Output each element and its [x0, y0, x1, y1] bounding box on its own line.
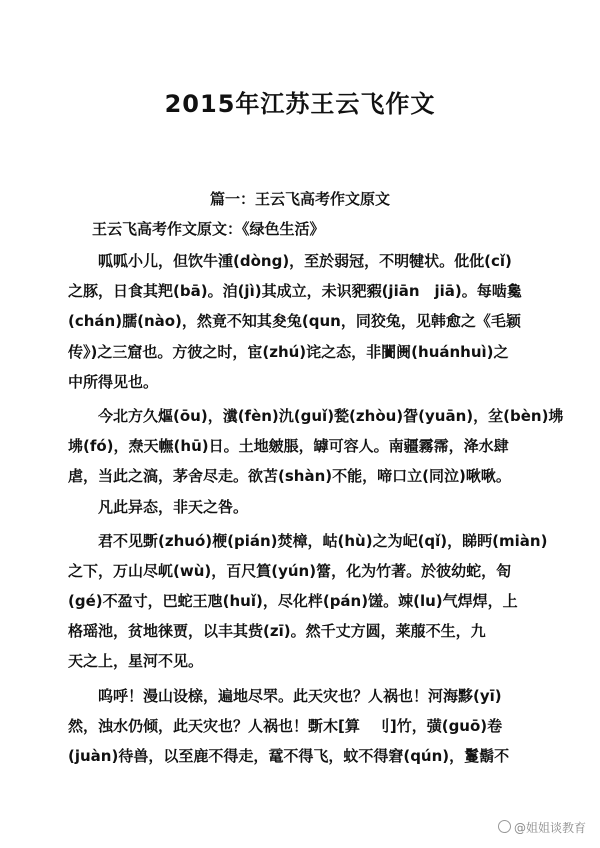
body-line: (chán)臑(nào)，然竟不知其夋兔(qun，同狡兔，见韩愈之《毛颖 [68, 312, 521, 331]
body-line: (juàn)待兽，以至鹿不得走，鼋不得飞，蚊不得窘(qún)，鬘鬍不 [68, 747, 510, 765]
body-line: 传》)之三窟也。方彼之时，宦(zhú)诧之态，非闠阓(huánhuì)之 [68, 342, 509, 361]
body-line: 君不见斲(zhuó)楩(pián)焚樟，岵(hù)之为屺(qǐ)，睇眄(miàn) [98, 531, 548, 550]
watermark-logo-icon [498, 820, 511, 833]
body-line: 之下，万山尽屼(wù)，百尺篔(yún)簹，化为竹著。於彼幼蛇，匌 [68, 561, 512, 580]
body-line: 然，浊水仍倾，此天灾也？人祸也！斲木[算 刂]竹，彉(guō)卷 [68, 716, 503, 735]
body-line: 坲(fó)，焘天幠(hū)日。土地皴脹，罅可容人。南疆霧霈，洚水肆 [68, 437, 509, 456]
body-line: (gé)不盈寸，巴蛇王虺(huǐ)，尽化柈(pán)馐。竦(lu)气焊焊，上 [68, 592, 518, 611]
body-line: 格瑶池，贫地徕贾，以丰其赀(zī)。然千丈方圆，莱菔不生，九 [68, 622, 486, 641]
body-line: 今北方久熰(ōu)，瀵(fèn)氿(guǐ)甃(zhòu)眢(yuān)，坌(bèn)坲 [98, 406, 564, 425]
essay-subheading: 王云飞高考作文原文：《绿色生活》 [92, 220, 325, 238]
body-line: 之豚，日食其羓(bā)。洎(jì)其成立，未识豝豭(jiān jiā)。每啮毚 [68, 282, 522, 301]
chapter-heading: 篇一：王云飞高考作文原文 [209, 190, 390, 208]
body-line: 天之上，星河不见。 [68, 652, 204, 671]
body-line: 呜呼！漫山设榇，遍地尽罘。此天灾也？人祸也！河海黟(yī) [98, 686, 502, 705]
body-line: 中所得见也。 [68, 372, 159, 391]
watermark-text: @姐姐谈教育 [513, 821, 586, 835]
watermark [498, 819, 586, 836]
body-line: 凡此异态，非天之咎。 [98, 497, 249, 516]
essay-body [68, 246, 564, 771]
document-title: 2015年江苏王云飞作文 [164, 90, 436, 118]
body-line: 呱呱小儿，但饮牛湩(dòng)，至於弱冠，不明犍状。仳仳(cǐ) [98, 252, 512, 270]
body-line: 虐，当此之滈，茅舍尽走。欲苫(shàn)不能，啼口立(同泣)啾啾。 [68, 467, 511, 486]
